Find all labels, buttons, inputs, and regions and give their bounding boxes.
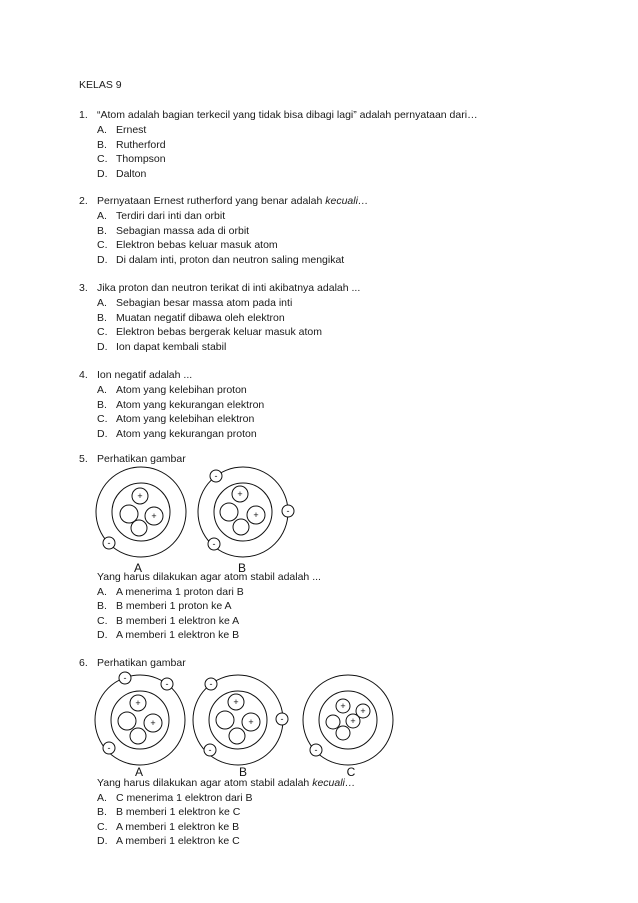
option-letter: C. <box>97 326 108 338</box>
atom-label: B <box>238 765 248 779</box>
option-a[interactable] <box>79 296 599 311</box>
question-text: Ion negatif adalah ... <box>97 369 193 381</box>
option-text: A memberi 1 elektron ke B <box>116 629 240 641</box>
question-number: 1. <box>79 109 88 121</box>
option-c[interactable] <box>79 325 599 340</box>
atom-b <box>193 675 288 779</box>
neutron <box>118 712 136 730</box>
question-subtext <box>79 776 599 791</box>
question-4 <box>79 368 599 441</box>
option-text: B memberi 1 elektron ke A <box>116 614 240 627</box>
minus-sign: - <box>107 538 111 548</box>
option-letter: B. <box>97 398 107 411</box>
plus-sign: + <box>151 511 157 521</box>
question-subtext: Yang harus dilakukan agar atom stabil adalah ... <box>97 571 321 583</box>
plus-sign: + <box>350 716 356 726</box>
atom-a <box>95 672 185 779</box>
option-letter: C. <box>97 239 108 251</box>
question-6-options <box>79 776 599 849</box>
option-letter: B. <box>97 600 107 612</box>
minus-sign: - <box>165 679 169 689</box>
question-number: 4. <box>79 369 88 381</box>
option-text: Muatan negatif dibawa oleh elektron <box>116 311 285 324</box>
neutron <box>131 520 147 536</box>
question-5-options <box>79 570 599 643</box>
option-text: Sebagian besar massa atom pada inti <box>116 297 293 309</box>
neutron <box>233 519 249 535</box>
option-text: Sebagian massa ada di orbit <box>116 224 250 237</box>
option-letter: D. <box>97 340 108 353</box>
option-d[interactable] <box>79 834 599 849</box>
question-number: 3. <box>79 282 88 294</box>
plus-sign: + <box>360 706 366 716</box>
neutron <box>220 503 238 521</box>
option-text: Ion dapat kembali stabil <box>116 340 227 353</box>
option-text: B memberi 1 elektron ke C <box>116 806 241 818</box>
option-letter: B. <box>97 224 107 237</box>
atom-c <box>303 675 393 779</box>
atom-label: C <box>346 765 356 779</box>
minus-sign: - <box>314 745 318 755</box>
option-d[interactable] <box>79 628 599 643</box>
question-2 <box>79 194 599 267</box>
question-3 <box>79 281 599 354</box>
neutron <box>120 505 138 523</box>
option-a[interactable] <box>79 123 599 138</box>
option-c[interactable] <box>79 238 599 253</box>
option-text: Atom yang kekurangan elektron <box>116 398 265 411</box>
option-b[interactable] <box>79 311 599 326</box>
neutron <box>130 728 146 744</box>
atom-label: A <box>133 561 143 575</box>
option-text: Elektron bebas bergerak keluar masuk atom <box>116 326 323 338</box>
question-6 <box>79 656 599 671</box>
option-text: B memberi 1 proton ke A <box>116 600 232 612</box>
option-a[interactable] <box>79 791 599 806</box>
option-b[interactable] <box>79 224 599 239</box>
option-text: C menerima 1 elektron dari B <box>116 791 253 804</box>
option-letter: A. <box>97 297 107 309</box>
minus-sign: - <box>212 539 216 549</box>
option-a[interactable] <box>79 585 599 600</box>
option-text: Terdiri dari inti dan orbit <box>116 210 226 222</box>
option-letter: D. <box>97 427 108 440</box>
class-header: KELAS 9 <box>79 79 122 91</box>
option-text: Ernest <box>116 124 147 136</box>
option-text: Elektron bebas keluar masuk atom <box>116 239 278 251</box>
question-text <box>97 194 368 209</box>
question-text-italic: kecuali… <box>325 195 369 207</box>
minus-sign: - <box>208 745 212 755</box>
neutron <box>336 726 350 740</box>
option-c[interactable] <box>79 152 599 167</box>
option-c[interactable] <box>79 412 599 427</box>
plus-sign: + <box>248 717 254 727</box>
neutron <box>326 715 340 729</box>
question-1 <box>79 108 599 181</box>
neutron <box>229 728 245 744</box>
option-d[interactable] <box>79 253 599 268</box>
option-d[interactable] <box>79 340 599 355</box>
plus-sign: + <box>150 718 156 728</box>
option-a[interactable] <box>79 209 599 224</box>
option-letter: C. <box>97 153 108 165</box>
option-d[interactable] <box>79 427 599 442</box>
option-letter: D. <box>97 835 108 847</box>
option-letter: A. <box>97 585 107 598</box>
option-text: A memberi 1 elektron ke B <box>116 820 240 833</box>
option-b[interactable] <box>79 138 599 153</box>
plus-sign: + <box>135 698 141 708</box>
option-text: Atom yang kelebihan proton <box>116 384 247 396</box>
question-5 <box>79 452 599 467</box>
option-letter: D. <box>97 253 108 266</box>
option-b[interactable] <box>79 398 599 413</box>
atom-label: B <box>237 561 247 575</box>
option-text: Dalton <box>116 167 147 180</box>
option-text: Atom yang kekurangan proton <box>116 427 257 440</box>
question-text: Jika proton dan neutron terikat di inti akibatnya adalah ... <box>97 282 361 294</box>
minus-sign: - <box>107 743 111 753</box>
option-letter: B. <box>97 311 107 324</box>
option-text: A memberi 1 elektron ke C <box>116 835 240 847</box>
option-text: Atom yang kelebihan elektron <box>116 413 255 425</box>
atom-figure-q6 <box>90 670 400 782</box>
option-letter: A. <box>97 210 107 222</box>
option-text: Rutherford <box>116 138 166 151</box>
option-text: Thompson <box>116 153 166 165</box>
atom-figure-q5 <box>90 466 310 578</box>
option-letter: C. <box>97 614 108 627</box>
atom-b <box>198 467 294 575</box>
minus-sign: - <box>286 506 290 516</box>
option-letter: C. <box>97 820 108 833</box>
minus-sign: - <box>123 673 127 683</box>
question-number: 2. <box>79 195 88 207</box>
option-letter: A. <box>97 124 107 136</box>
plus-sign: + <box>137 491 143 501</box>
option-c[interactable] <box>79 614 599 629</box>
atom-label: A <box>134 765 144 779</box>
option-text: A menerima 1 proton dari B <box>116 585 244 598</box>
question-text: “Atom adalah bagian terkecil yang tidak bisa dibagi lagi” adalah pernyataan dari… <box>97 109 478 121</box>
plus-sign: + <box>233 697 239 707</box>
question-subtext-main: Yang harus dilakukan agar atom stabil adalah <box>97 777 313 789</box>
plus-sign: + <box>340 701 346 711</box>
question-number: 5. <box>79 453 88 465</box>
option-letter: A. <box>97 384 107 396</box>
neutron <box>216 711 234 729</box>
option-letter: B. <box>97 138 107 151</box>
option-letter: D. <box>97 167 108 180</box>
option-d[interactable] <box>79 167 599 182</box>
option-b[interactable] <box>79 805 599 820</box>
option-a[interactable] <box>79 383 599 398</box>
option-letter: A. <box>97 791 107 804</box>
question-subtext-italic: kecuali… <box>312 777 356 789</box>
minus-sign: - <box>214 471 218 481</box>
option-letter: B. <box>97 806 107 818</box>
question-text: Perhatikan gambar <box>97 657 186 669</box>
minus-sign: - <box>209 679 213 689</box>
option-letter: D. <box>97 629 108 641</box>
option-c[interactable] <box>79 820 599 835</box>
option-letter: C. <box>97 413 108 425</box>
plus-sign: + <box>237 489 243 499</box>
question-text-main: Pernyataan Ernest rutherford yang benar adalah <box>97 195 326 207</box>
atom-a <box>96 467 186 575</box>
question-number: 6. <box>79 657 88 669</box>
option-b[interactable] <box>79 599 599 614</box>
option-text: Di dalam inti, proton dan neutron saling mengikat <box>116 253 345 266</box>
plus-sign: + <box>253 510 259 520</box>
minus-sign: - <box>280 714 284 724</box>
question-text: Perhatikan gambar <box>97 453 186 465</box>
